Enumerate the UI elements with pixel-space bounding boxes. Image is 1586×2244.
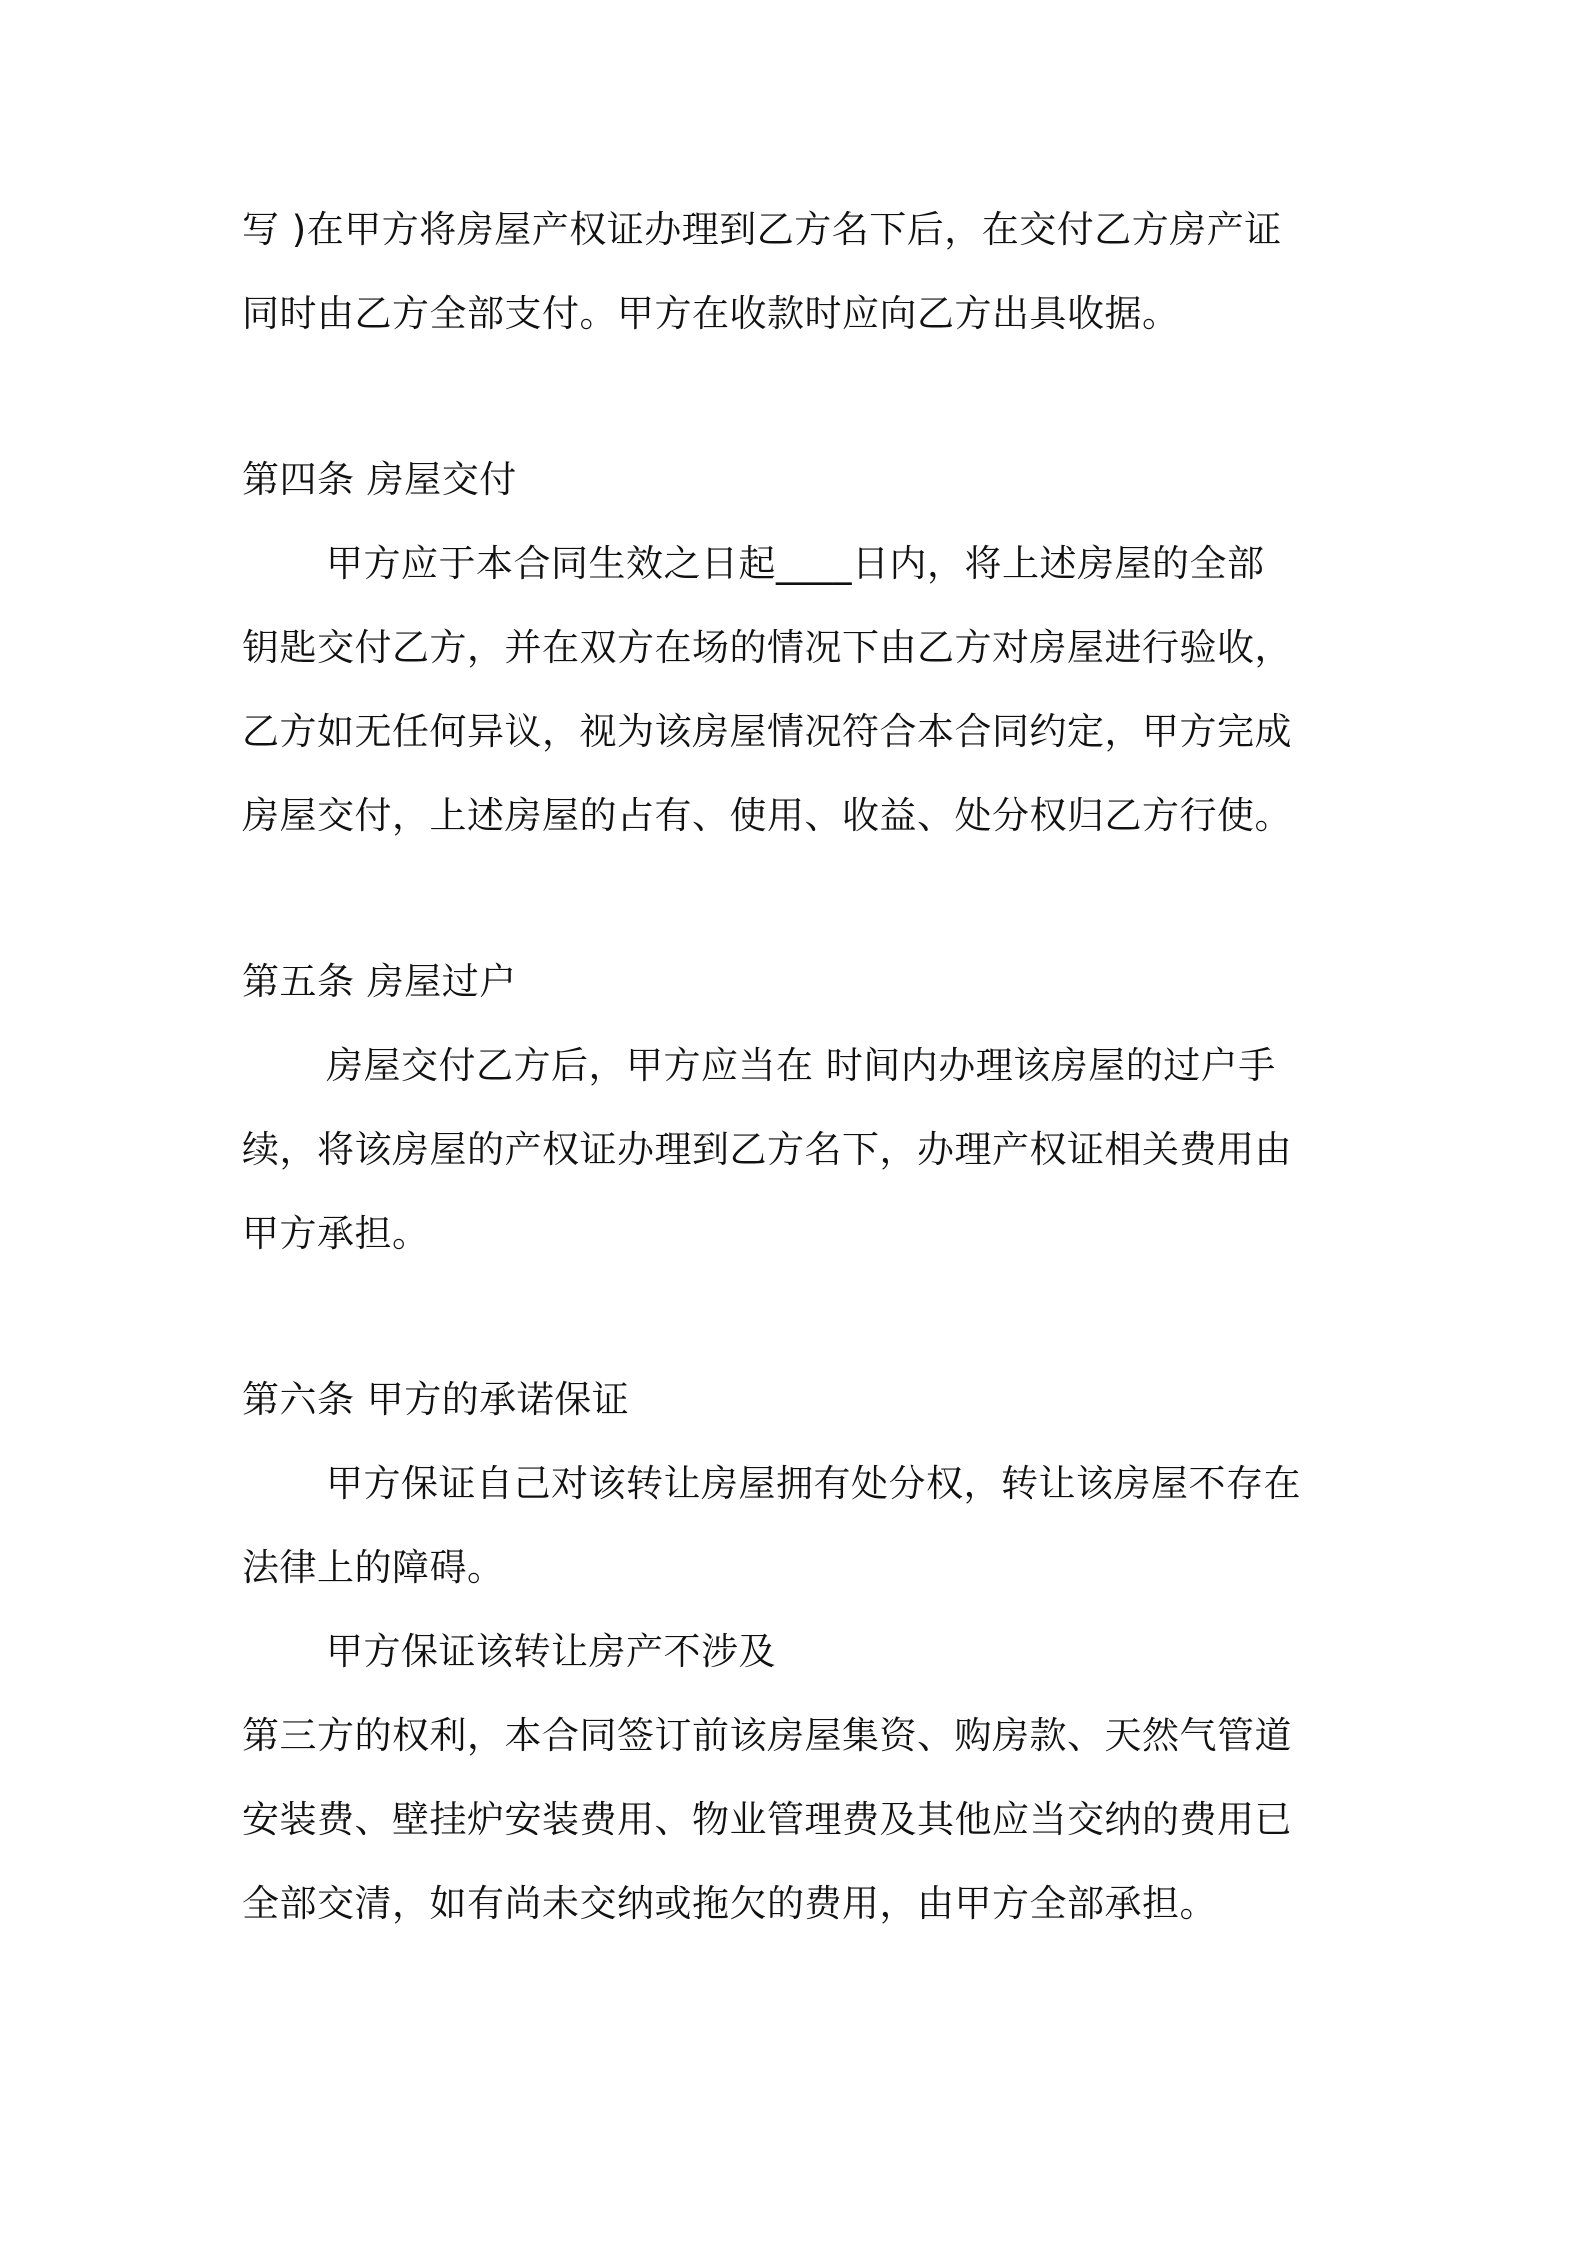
payment-clause-line-2: 同时由乙方全部支付。甲方在收款时应向乙方出具收据。 <box>242 292 1180 335</box>
article-6-line-6: 全部交清，如有尚未交纳或拖欠的费用，由甲方全部承担。 <box>242 1882 1217 1925</box>
article-5-line-3: 甲方承担。 <box>242 1212 430 1255</box>
article-4-line-2: 钥匙交付乙方，并在双方在场的情况下由乙方对房屋进行验收， <box>242 626 1292 669</box>
article-4-line-1: 甲方应于本合同生效之日起____日内，将上述房屋的全部 <box>326 542 1265 585</box>
article-6-line-1: 甲方保证自己对该转让房屋拥有处分权，转让该房屋不存在 <box>326 1462 1301 1505</box>
article-6-line-4: 第三方的权利，本合同签订前该房屋集资、购房款、天然气管道 <box>242 1714 1292 1757</box>
article-6-heading: 第六条 甲方的承诺保证 <box>242 1378 630 1421</box>
article-4-line-3: 乙方如无任何异议，视为该房屋情况符合本合同约定，甲方完成 <box>242 710 1292 753</box>
article-5-heading: 第五条 房屋过户 <box>242 960 517 1003</box>
article-4-line-4: 房屋交付，上述房屋的占有、使用、收益、处分权归乙方行使。 <box>242 794 1292 837</box>
article-6-line-3: 甲方保证该转让房产不涉及 <box>326 1630 776 1673</box>
article-4-heading: 第四条 房屋交付 <box>242 458 517 501</box>
article-6-line-2: 法律上的障碍。 <box>242 1546 505 1589</box>
payment-clause-line-1: 写 )在甲方将房屋产权证办理到乙方名下后，在交付乙方房产证 <box>242 208 1282 251</box>
article-5-line-2: 续，将该房屋的产权证办理到乙方名下，办理产权证相关费用由 <box>242 1128 1292 1171</box>
article-6-line-5: 安装费、壁挂炉安装费用、物业管理费及其他应当交纳的费用已 <box>242 1798 1292 1841</box>
article-5-line-1: 房屋交付乙方后，甲方应当在 时间内办理该房屋的过户手 <box>326 1044 1276 1087</box>
